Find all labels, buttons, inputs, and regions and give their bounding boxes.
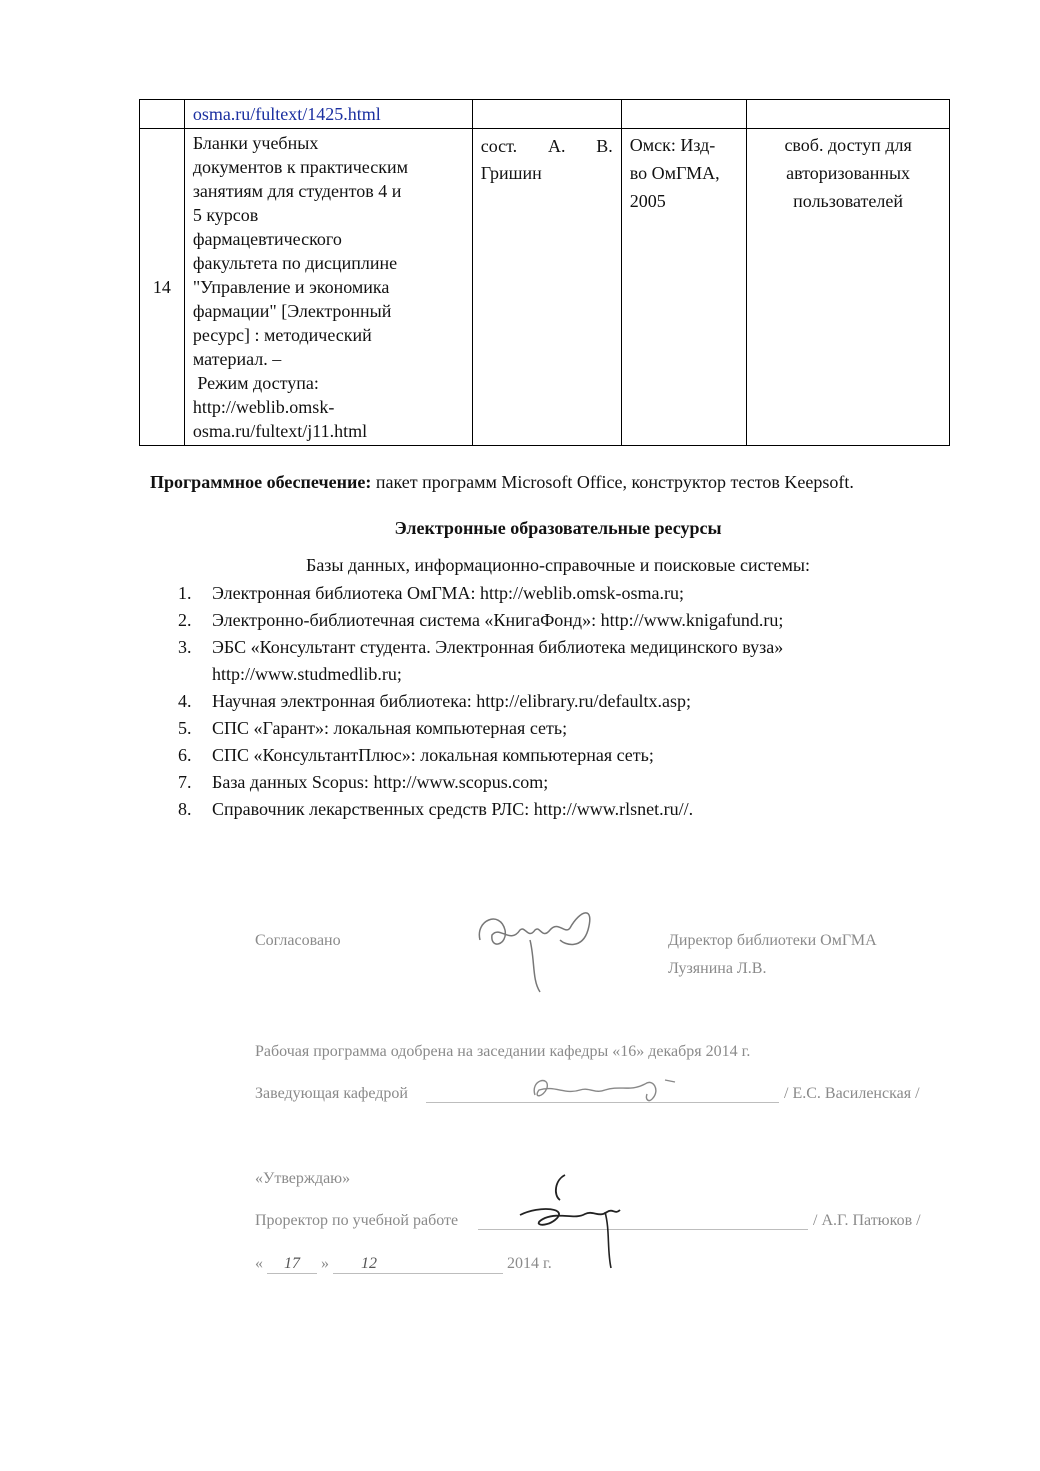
list-item: 4. Научная электронная библиотека: http://elibrary.ru/defaultx.asp; xyxy=(178,691,691,711)
resources-list xyxy=(178,580,938,823)
resources-title: Электронные образовательные ресурсы xyxy=(394,518,722,538)
list-item: 7. База данных Scopus: http://www.scopus.com; xyxy=(178,772,549,792)
resources-subtitle: Базы данных, информационно-справочные и поисковые системы: xyxy=(305,555,811,575)
list-item: 8. Справочник лекарственных средств РЛС: http://www.rlsnet.ru//. xyxy=(178,799,694,819)
list-item: 3. ЭБС «Консультант студента. Электронная библиотека медицинского вуза» http://www.studmedlib.ru; xyxy=(178,637,784,684)
literature-table xyxy=(139,99,950,446)
approve-label: «Утверждаю» xyxy=(255,1170,351,1187)
software-label: Программное обеспечение: xyxy=(150,472,372,492)
table-cell-publisher: Омск: Изд- во ОмГМА, 2005 xyxy=(621,129,746,446)
table-row xyxy=(140,100,950,129)
list-item: 1. Электронная библиотека ОмГМА: http://weblib.omsk-osma.ru; xyxy=(178,583,684,603)
date-month: 12 xyxy=(333,1255,503,1274)
software-paragraph xyxy=(150,470,966,495)
head-name: / Е.С. Василенская / xyxy=(784,1085,920,1102)
head-signature xyxy=(525,1070,685,1110)
director-name: Лузянина Л.В. xyxy=(668,960,767,977)
date-day: 17 xyxy=(267,1255,317,1274)
date-line: « 17 » 12 2014 г. xyxy=(255,1255,552,1272)
table-cell-author: сост. А. В. Гришин xyxy=(472,129,621,446)
table-cell-title: Бланки учебных документов к практическим занятиям для студентов 4 и 5 курсов фармацевтического факультета по дисциплине "Управление и экономика фармации" [Электронный ресурс] : методический материал. – Режим доступа: http://weblib.omsk- osma.ru/fultext/j11.html xyxy=(184,129,472,446)
vice-rector-label: Проректор по учебной работе xyxy=(255,1212,459,1229)
director-title: Директор библиотеки ОмГМА xyxy=(668,932,877,949)
software-text: пакет программ Microsoft Office, конструктор тестов Keepsoft. xyxy=(371,472,854,492)
table-cell-num xyxy=(140,100,185,129)
vice-rector-name: / А.Г. Патюков / xyxy=(813,1212,921,1229)
date-year: 2014 xyxy=(507,1255,539,1272)
librarian-signature xyxy=(470,900,600,995)
list-item: 2. Электронно-библиотечная система «КнигаФонд»: http://www.knigafund.ru; xyxy=(178,610,784,630)
table-row xyxy=(140,129,950,446)
table-cell-access: своб. доступ для авторизованных пользователей xyxy=(747,129,950,446)
list-item: 6. СПС «КонсультантПлюс»: локальная компьютерная сеть; xyxy=(178,745,654,765)
fulltext-link[interactable]: osma.ru/fultext/1425.html xyxy=(192,104,381,124)
list-item: 5. СПС «Гарант»: локальная компьютерная сеть; xyxy=(178,718,568,738)
approval-line: Рабочая программа одобрена на заседании кафедры «16» декабря 2014 г. xyxy=(255,1043,751,1060)
agreed-label: Согласовано xyxy=(255,932,341,949)
head-label: Заведующая кафедрой xyxy=(255,1085,408,1102)
table-cell-title[interactable] xyxy=(184,100,472,129)
table-cell-num: 14 xyxy=(140,129,185,446)
